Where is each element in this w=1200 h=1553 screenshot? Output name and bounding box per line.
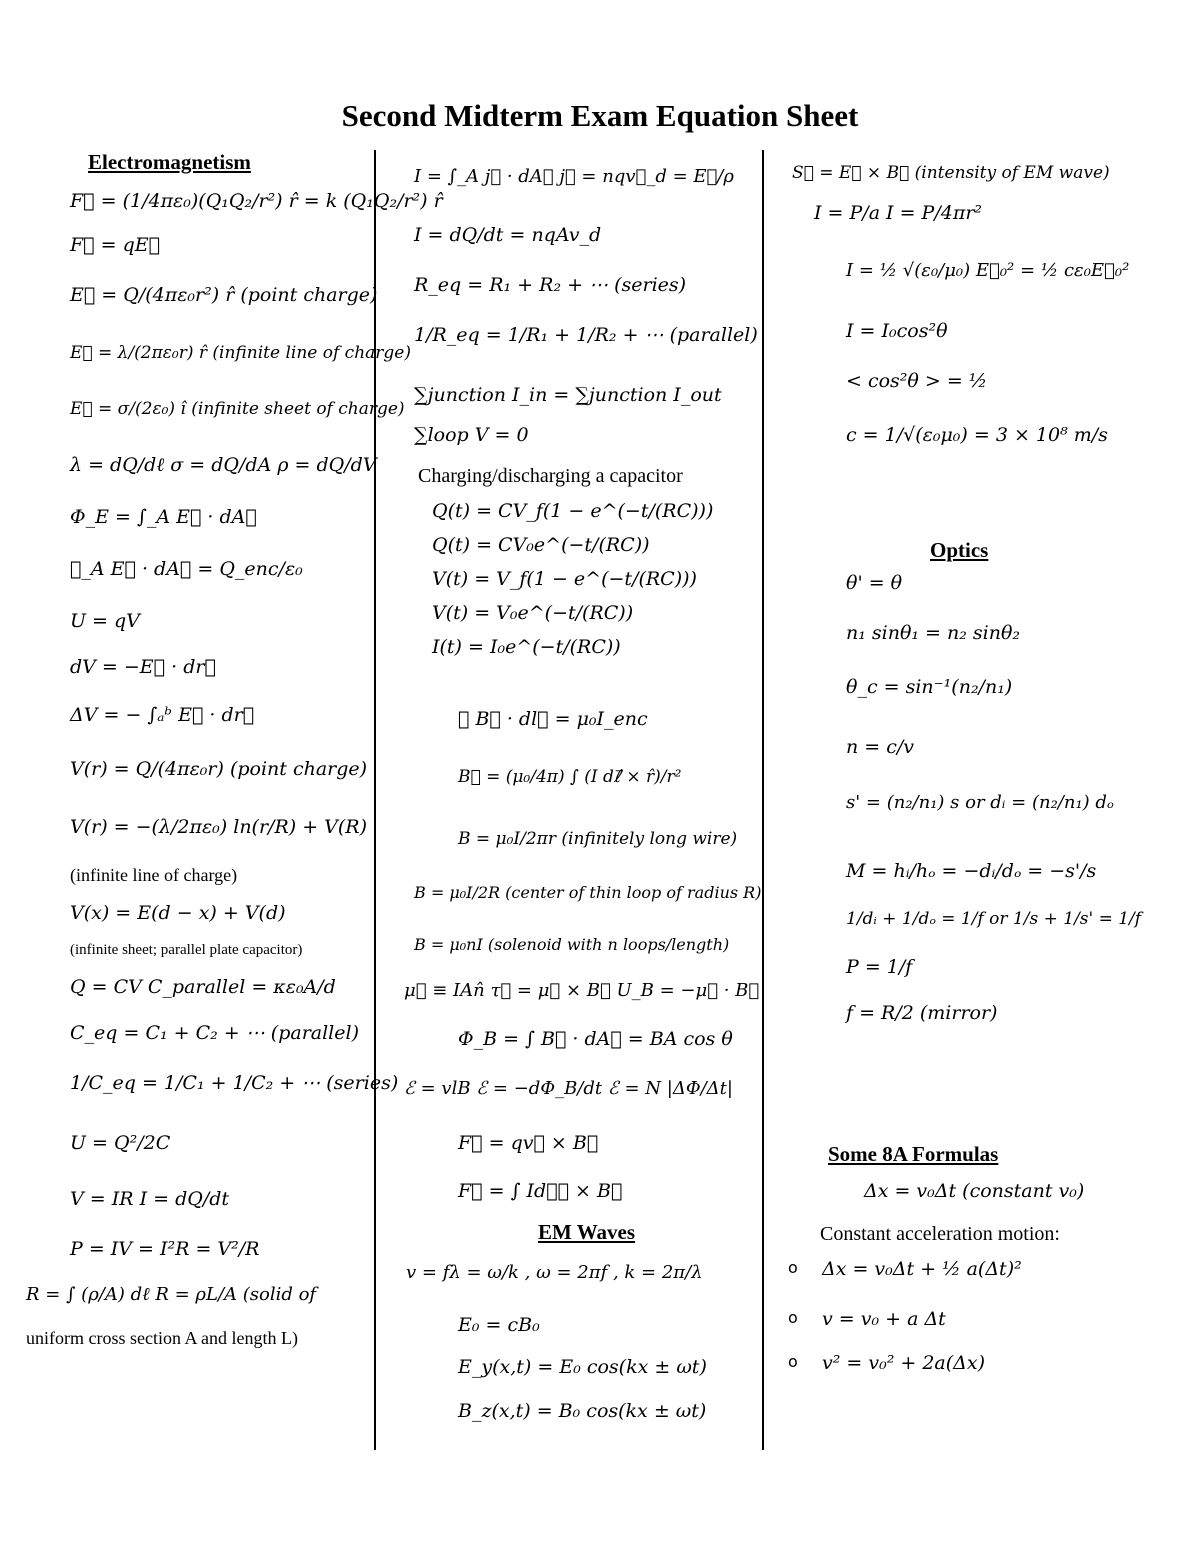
eq-intensity-field: I = ½ √(ε₀/μ₀) E⃗₀² = ½ cε₀E⃗₀² xyxy=(846,260,1130,281)
eq-q-discharging: Q(t) = CV₀e^(−t/(RC)) xyxy=(432,534,650,556)
eq-potential-energy: U = qV xyxy=(70,610,140,632)
eq-malus-law: I = I₀cos²θ xyxy=(846,320,948,342)
eq-poynting: S⃗ = E⃗ × B⃗ (intensity of EM wave) xyxy=(792,163,1110,183)
eq-mirror-focal: f = R/2 (mirror) xyxy=(846,1002,998,1024)
note-infinite-sheet: (infinite sheet; parallel plate capacitor) xyxy=(70,942,303,958)
eq-velocity-accel: v = v₀ + a Δt xyxy=(822,1308,946,1330)
note-uniform-cross-section: uniform cross section A and length L) xyxy=(26,1328,298,1348)
eq-delta-v: ΔV = − ∫ₐᵇ E⃗ · dr⃗ xyxy=(70,704,255,726)
eq-current-drift: I = dQ/dt = nqAv_d xyxy=(414,224,602,246)
eq-solenoid: B = μ₀nI (solenoid with n loops/length) xyxy=(414,935,730,954)
heading-em-waves: EM Waves xyxy=(538,1220,636,1244)
label-charging-capacitor: Charging/discharging a capacitor xyxy=(418,465,683,487)
eq-line-charge-field: E⃗ = λ/(2πε₀r) r̂ (infinite line of charge) xyxy=(70,343,411,363)
eq-apparent-depth: s' = (n₂/n₁) s or dᵢ = (n₂/n₁) dₒ xyxy=(846,792,1114,813)
eq-resistors-parallel: 1/R_eq = 1/R₁ + 1/R₂ + ⋯ (parallel) xyxy=(414,324,758,346)
heading-8a-formulas: Some 8A Formulas xyxy=(828,1142,999,1166)
eq-intensity-power: I = P/a I = P/4πr² xyxy=(814,202,983,224)
eq-cap-energy: U = Q²/2C xyxy=(70,1132,171,1154)
eq-emf: ℰ = vlB ℰ = −dΦ_B/dt ℰ = N |ΔΦ/Δt| xyxy=(404,1078,733,1099)
eq-snell: n₁ sinθ₁ = n₂ sinθ₂ xyxy=(846,622,1021,644)
eq-thin-loop: B = μ₀I/2R (center of thin loop of radius R) xyxy=(414,883,762,902)
eq-long-wire: B = μ₀I/2πr (infinitely long wire) xyxy=(458,829,738,849)
eq-q-charging: Q(t) = CV_f(1 − e^(−t/(RC))) xyxy=(432,500,714,522)
eq-junction-rule: ∑junction I_in = ∑junction I_out xyxy=(414,384,722,406)
eq-cos-average: < cos²θ > = ½ xyxy=(846,370,988,392)
eq-coulomb-force: F⃗ = (1/4πε₀)(Q₁Q₂/r²) r̂ = k (Q₁Q₂/r²) r̂ xyxy=(70,190,443,212)
eq-resistance: R = ∫ (ρ/A) dℓ R = ρL/A (solid of xyxy=(26,1284,317,1305)
label-constant-acceleration: Constant acceleration motion: xyxy=(820,1223,1060,1245)
eq-line-charge-potential: V(r) = −(λ/2πε₀) ln(r/R) + V(R) xyxy=(70,816,368,838)
eq-cap-series: 1/C_eq = 1/C₁ + 1/C₂ + ⋯ (series) xyxy=(70,1072,399,1094)
eq-cap-parallel: C_eq = C₁ + C₂ + ⋯ (parallel) xyxy=(70,1022,359,1044)
eq-displacement-accel: Δx = v₀Δt + ½ a(Δt)² xyxy=(822,1258,1022,1280)
eq-sheet-charge-field: E⃗ = σ/(2ε₀) î (infinite sheet of charge) xyxy=(70,399,405,419)
eq-loop-rule: ∑loop V = 0 xyxy=(414,424,529,446)
eq-v-charging: V(t) = V_f(1 − e^(−t/(RC))) xyxy=(432,568,697,590)
eq-b-wave: B_z(x,t) = B₀ cos(kx ± ωt) xyxy=(458,1400,707,1422)
eq-point-charge-potential: V(r) = Q/(4πε₀r) (point charge) xyxy=(70,758,368,780)
eq-magnetic-dipole: μ⃗ ≡ IAn̂ τ⃗ = μ⃗ × B⃗ U_B = −μ⃗ · B⃗ xyxy=(404,980,760,1001)
eq-critical-angle: θ_c = sin⁻¹(n₂/n₁) xyxy=(846,676,1013,698)
eq-wave-relations: v = fλ = ω/k , ω = 2πf , k = 2π/λ xyxy=(406,1262,703,1283)
eq-biot-savart: B⃗ = (μ₀/4π) ∫ (I dℓ⃗ × r̂)/r² xyxy=(458,767,682,787)
eq-magnification: M = hᵢ/hₒ = −dᵢ/dₒ = −s'/s xyxy=(846,860,1097,882)
eq-gauss-law: ∮_A E⃗ · dA⃗ = Q_enc/ε₀ xyxy=(70,558,303,580)
bullet-1: o xyxy=(788,1258,798,1277)
eq-power: P = IV = I²R = V²/R xyxy=(70,1238,260,1260)
eq-speed-of-light: c = 1/√(ε₀μ₀) = 3 × 10⁸ m/s xyxy=(846,424,1108,446)
eq-electric-flux: Φ_E = ∫_A E⃗ · dA⃗ xyxy=(70,506,257,528)
eq-e0-cb0: E₀ = cB₀ xyxy=(458,1314,540,1336)
eq-wire-force: F⃗ = ∫ Idℓ⃗ × B⃗ xyxy=(458,1180,623,1202)
heading-optics: Optics xyxy=(930,538,989,562)
eq-lorentz-force: F⃗ = qv⃗ × B⃗ xyxy=(458,1132,599,1154)
eq-index: n = c/v xyxy=(846,736,915,758)
eq-i-discharging: I(t) = I₀e^(−t/(RC)) xyxy=(432,636,621,658)
eq-constant-velocity: Δx = v₀Δt (constant v₀) xyxy=(864,1180,1085,1202)
eq-resistors-series: R_eq = R₁ + R₂ + ⋯ (series) xyxy=(414,274,687,296)
eq-lens-equation: 1/dᵢ + 1/dₒ = 1/f or 1/s + 1/s' = 1/f xyxy=(846,909,1142,929)
eq-v-discharging: V(t) = V₀e^(−t/(RC)) xyxy=(432,602,634,624)
eq-plate-potential: V(x) = E(d − x) + V(d) xyxy=(70,902,286,924)
eq-ampere-law: ∮ B⃗ · dl⃗ = μ₀I_enc xyxy=(458,708,648,730)
note-line-charge: (infinite line of charge) xyxy=(70,865,238,885)
eq-ohm-current: V = IR I = dQ/dt xyxy=(70,1188,230,1210)
eq-charge-densities: λ = dQ/dℓ σ = dQ/dA ρ = dQ/dV xyxy=(70,454,377,476)
bullet-3: o xyxy=(788,1352,798,1371)
eq-current-density: I = ∫_A j⃗ · dA⃗ j⃗ = nqv⃗_d = E⃗/ρ xyxy=(414,166,734,187)
page-title: Second Midterm Exam Equation Sheet xyxy=(341,98,859,133)
eq-capacitance: Q = CV C_parallel = κε₀A/d xyxy=(70,976,336,998)
eq-velocity-squared: v² = v₀² + 2a(Δx) xyxy=(822,1352,985,1374)
column-divider-2 xyxy=(762,150,764,1450)
eq-reflection: θ' = θ xyxy=(846,572,903,594)
heading-electromagnetism: Electromagnetism xyxy=(88,150,251,174)
eq-point-charge-field: E⃗ = Q/(4πε₀r²) r̂ (point charge) xyxy=(70,284,378,306)
eq-lens-power: P = 1/f xyxy=(846,956,913,978)
eq-e-wave: E_y(x,t) = E₀ cos(kx ± ωt) xyxy=(458,1356,707,1378)
eq-force-field: F⃗ = qE⃗ xyxy=(70,234,161,256)
eq-magnetic-flux: Φ_B = ∫ B⃗ · dA⃗ = BA cos θ xyxy=(458,1028,733,1050)
eq-dv: dV = −E⃗ · dr⃗ xyxy=(70,656,216,678)
bullet-2: o xyxy=(788,1308,798,1327)
